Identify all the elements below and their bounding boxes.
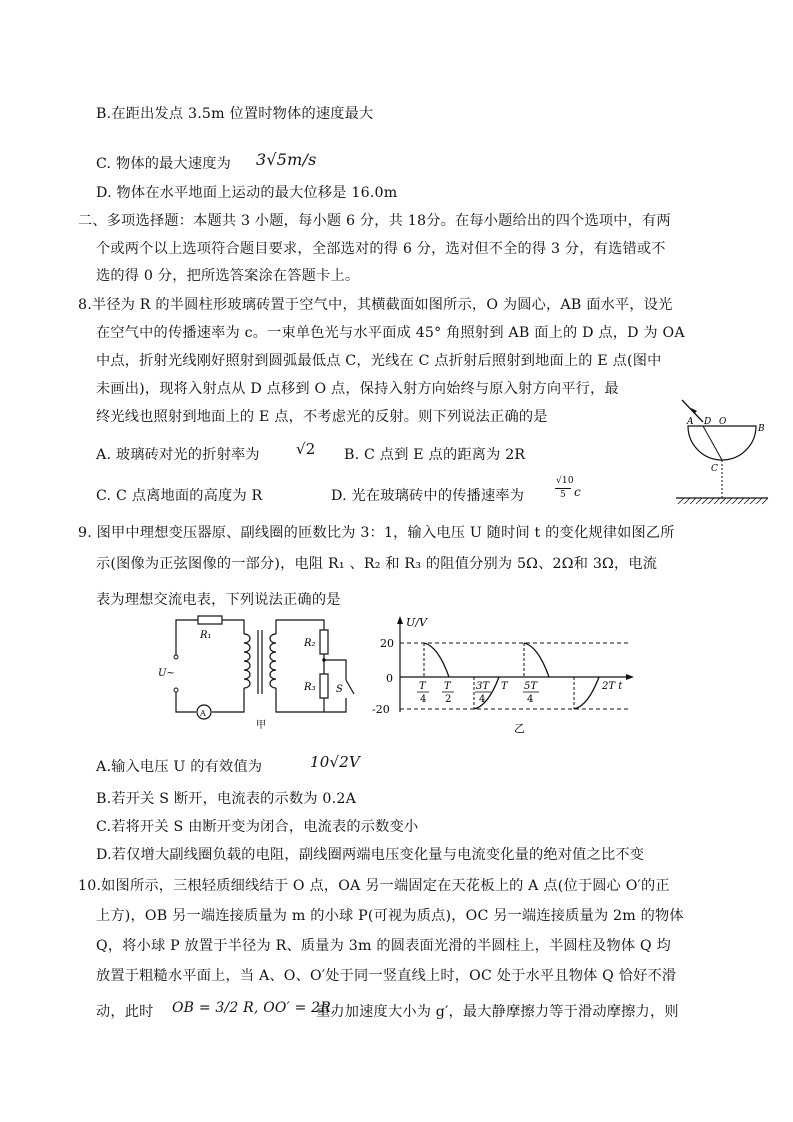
tick-5t4-den: 4 — [527, 694, 534, 705]
y-axis-arrow — [397, 616, 403, 624]
q9-line2: 示(图像为正弦图像的一部分)，电阻 R₁ 、R₂ 和 R₃ 的阻值分别为 5Ω、2Ω和 3Ω，电流 — [96, 556, 658, 572]
label-B: B — [758, 424, 765, 434]
refracted-ray — [703, 426, 722, 460]
q8-line2: 在空气中的传播速率为 c。一束单色光与水平面成 45° 角照射到 AB 面上的 D 点，D 为 OA — [96, 325, 685, 341]
tick-20: 20 — [380, 637, 394, 650]
q10-line3: Q，将小球 P 放置于半径为 R、质量为 3m 的圆表面光滑的半圆柱上，半圆柱及物体 Q 均 — [96, 938, 671, 954]
label-r1: R₁ — [200, 630, 212, 641]
secondary-coil — [270, 634, 276, 688]
q8-option-a: A. 玻璃砖对光的折射率为 — [96, 447, 260, 463]
q8-option-d-num: √10 — [556, 476, 574, 486]
q8-option-a-math: √2 — [296, 440, 316, 458]
figure-yi-label: 乙 — [514, 722, 525, 734]
section2-line1: 二、多项选择题：本题共 3 小题，每小题 6 分，共 18分。在每小题给出的四个选项中，有两 — [78, 213, 671, 229]
tick-5t4-num: 5T — [524, 681, 538, 692]
primary-coil — [244, 634, 250, 688]
label-ammeter: A — [200, 709, 206, 718]
q8-option-d-den: 5 — [560, 490, 566, 500]
q8-option-c: C. C 点离地面的高度为 R — [96, 488, 263, 504]
q10-line5-post: 重力加速度大小为 g′，最大静摩擦力等于滑动摩擦力，则 — [316, 1004, 679, 1020]
q10-line5-pre: 动，此时 — [96, 1004, 154, 1020]
curve-3 — [524, 643, 549, 677]
resistor-r2 — [320, 630, 328, 654]
terminal-bottom — [174, 688, 178, 692]
option-c-prev-math: 3√5m/s — [256, 150, 317, 169]
resistor-r1 — [198, 616, 222, 624]
label-C: C — [711, 464, 718, 474]
option-c-prev: C. 物体的最大速度为 — [96, 156, 232, 172]
graph-ylabel: U/V — [406, 616, 427, 629]
tick-2t: 2T t — [602, 681, 623, 692]
q9-voltage-graph — [368, 612, 638, 734]
tick-t: T — [501, 681, 508, 692]
q8-line1: 8.半径为 R 的半圆柱形玻璃砖置于空气中，其横截面如图所示，O 为圆心，AB 面水平，设光 — [78, 297, 673, 313]
terminal-top — [174, 655, 178, 659]
label-u: U~ — [158, 668, 175, 679]
switch-s — [346, 680, 354, 694]
q9-option-c: C.若将开关 S 由断开变为闭合，电流表的示数变小 — [96, 819, 419, 835]
tick-0: 0 — [386, 672, 393, 685]
q9-circuit-figure — [156, 612, 366, 730]
glass-semicircle — [688, 426, 756, 460]
section2-line3: 选的得 0 分，把所选答案涂在答题卡上。 — [96, 268, 360, 284]
tick-t4-den: 4 — [420, 694, 427, 705]
q8-glass-figure — [660, 392, 772, 508]
q8-option-d-c: c — [574, 485, 581, 499]
tick-3t4-num: 3T — [476, 681, 490, 692]
label-O: O — [719, 417, 727, 427]
q8-line5: 终光线也照射到地面上的 E 点，不考虑光的反射。则下列说法正确的是 — [96, 409, 548, 425]
q8-option-d-fracbar — [555, 488, 571, 489]
tick-t2-num: T — [444, 681, 451, 692]
label-A: A — [687, 417, 694, 427]
junction-dot — [322, 658, 326, 662]
label-D: D — [704, 417, 712, 427]
q9-line3: 表为理想交流电表，下列说法正确的是 — [96, 592, 341, 608]
label-r3: R₃ — [304, 682, 316, 693]
label-s: S — [336, 684, 343, 695]
resistor-r3 — [320, 674, 328, 698]
q8-option-d: D. 光在玻璃砖中的传播速率为 — [331, 488, 525, 504]
q10-line1: 10.如图所示，三根轻质细线结于 O 点，OA 另一端固定在天花板上的 A 点(位于圆心 O′的正 — [78, 878, 670, 894]
label-r2: R₂ — [304, 638, 316, 649]
q9-option-a: A.输入电压 U 的有效值为 — [96, 759, 263, 775]
tick-neg20: -20 — [372, 703, 390, 716]
q10-line2: 上方)，OB 另一端连接质量为 m 的小球 P(可视为质点)，OC 另一端连接质量为 2m 的物体 — [96, 908, 684, 924]
q10-line5-math: OB = 3/2 R, OO′ = 2R, — [172, 1000, 336, 1016]
curve-1 — [424, 643, 449, 677]
t-axis-arrow — [626, 674, 634, 680]
figure-jia-label: 甲 — [256, 720, 266, 730]
q9-option-a-math: 10√2V — [310, 753, 361, 771]
q10-line4: 放置于粗糙水平面上，当 A、O、O′处于同一竖直线上时，OC 处于水平且物体 Q 恰好不滑 — [96, 968, 677, 984]
q8-line4: 未画出)，现将入射点从 D 点移到 O 点，保持入射方向始终与原入射方向平行，最 — [96, 381, 619, 397]
section2-line2: 个或两个以上选项符合题目要求，全部选对的得 6 分，选对但不全的得 3 分，有选错或不 — [96, 241, 666, 257]
tick-t2-den: 2 — [445, 694, 452, 705]
curve-4 — [574, 677, 599, 709]
q8-option-b: B. C 点到 E 点的距离为 2R — [344, 447, 526, 463]
q8-line3: 中点，折射光线刚好照射到圆弧最低点 C，光线在 C 点折射后照射到地面上的 E 点(图中 — [96, 353, 662, 369]
q9-option-d: D.若仅增大副线圈负载的电阻，副线圈两端电压变化量与电流变化量的绝对值之比不变 — [96, 847, 645, 863]
tick-3t4-den: 4 — [479, 694, 486, 705]
option-b-prev: B.在距出发点 3.5m 位置时物体的速度最大 — [96, 106, 374, 122]
q9-option-b: B.若开关 S 断开，电流表的示数为 0.2A — [96, 791, 357, 807]
option-d-prev: D. 物体在水平地面上运动的最大位移是 16.0m — [96, 185, 398, 201]
q9-line1: 9. 图甲中理想变压器原、副线圈的匝数比为 3：1，输入电压 U 随时间 t 的变化规律如图乙所 — [78, 525, 675, 541]
tick-t4-num: T — [419, 681, 426, 692]
ground-hatch — [678, 498, 768, 504]
